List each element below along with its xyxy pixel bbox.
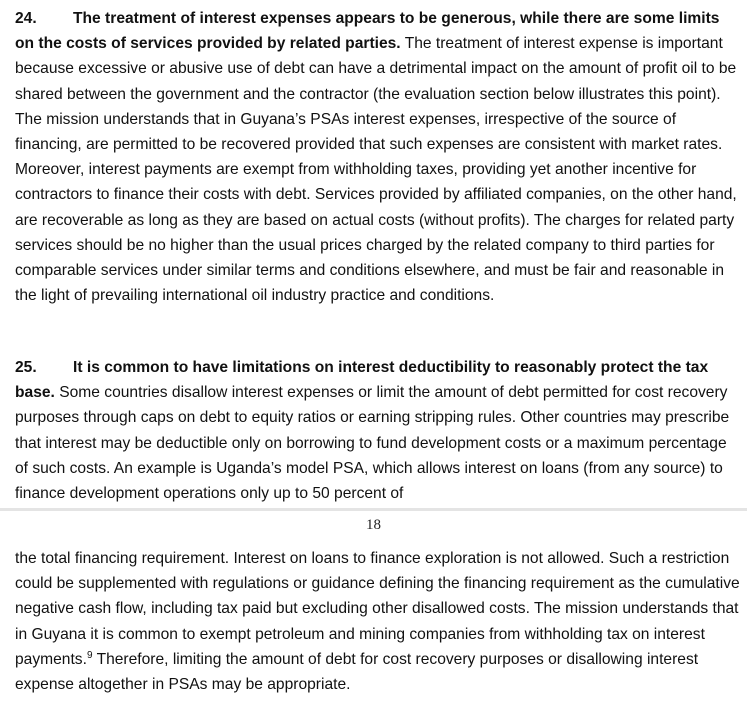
continuation-text-end: Therefore, limiting the amount of debt for cost recovery purposes or disallowing interest expense altogether in PSAs may be appropriate. — [15, 650, 699, 694]
paragraph-body-text: The treatment of interest expense is important because excessive or abusive use of debt can have a detrimental impact on the amount of profit oil to be shared between the government and the contractor (the evaluation section below illustrates this point). The mission understands that in Guyana’s PSAs interest expenses, irrespective of the source of financing, are permitted to be recovered provided that such expenses are consistent with market rates. Moreover, interest payments are exempt from withholding taxes, providing yet another incentive for contractors to finance their costs with debt. Services provided by affiliated companies, on the other hand, are recoverable as long as they are based on actual costs (without profits). The charges for related party services should be no higher than the usual prices charged by the related company to third parties for comparable services under similar terms and conditions elsewhere, and must be fair and reasonable in the light of prevailing international oil industry practice and conditions. — [15, 35, 737, 305]
continuation-text: the total financing requirement. Interest on loans to finance exploration is not allowed. Such a restriction could be supplemented with regulations or guidance defining the financing requirement as the cumulative negative cash flow, including tax paid but excluding other disallowed costs. The mission understands that in Guyana it is common to exempt petroleum and mining companies from withholding tax on interest payments. — [15, 550, 740, 668]
footnote-reference[interactable]: 9 — [86, 649, 93, 661]
paragraph-25 — [15, 355, 741, 506]
paragraph-lead-sentence: It is common to have limitations on interest deductibility to reasonably protect the tax base. — [15, 359, 709, 402]
paragraph-24 — [15, 6, 741, 308]
paragraph-lead-sentence: The treatment of interest expenses appears to be generous, while there are some limits on the costs of services provided by related parties. — [15, 10, 720, 53]
paragraph-number: 25. — [15, 359, 37, 376]
page-number: 18 — [366, 517, 381, 533]
paragraph-body-text: Some countries disallow interest expenses or limit the amount of debt permitted for cost recovery purposes through caps on debt to equity ratios or earning stripping rules. Other countries may prescribe that interest may be deductible only on borrowing to fund development costs or a maximum percentage of such costs. An example is Uganda’s model PSA, which allows interest on loans (from any source) to finance development operations only up to 50 percent of — [15, 384, 730, 503]
paragraph-number: 24. — [15, 10, 37, 27]
continuation-paragraph — [15, 546, 741, 697]
